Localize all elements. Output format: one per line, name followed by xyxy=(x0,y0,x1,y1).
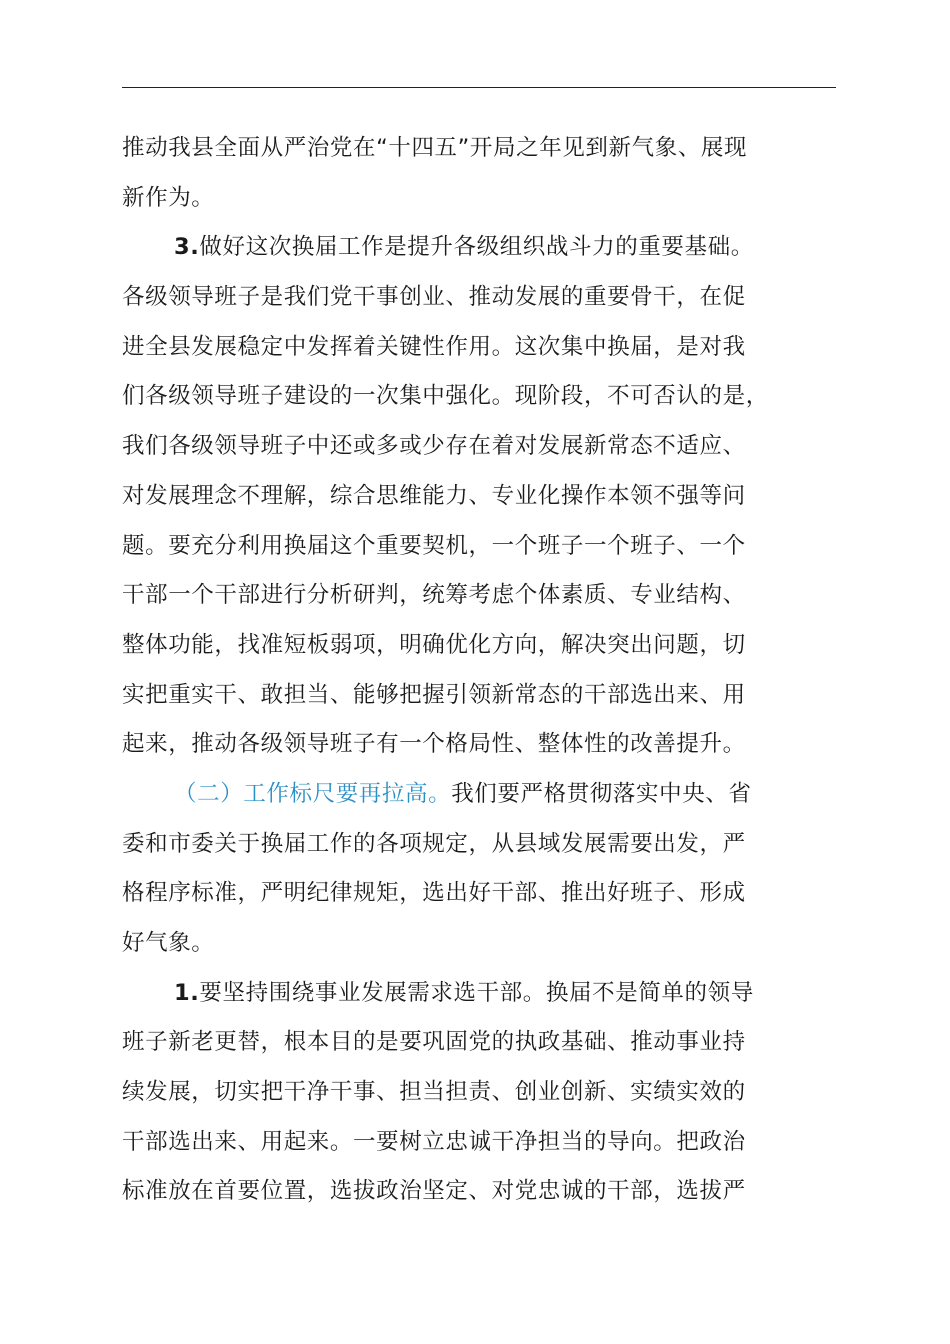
item-1-title: 要坚持围绕事业发展需求选干部。换届不是简单的领导 xyxy=(199,979,754,1006)
text-line: 续发展，切实把干净干事、担当担责、创业创新、实绩实效的 xyxy=(122,1079,746,1106)
text-line: 推动我县全面从严治党在“十四五”开局之年见到新气象、展现 xyxy=(122,135,748,161)
text-line: 干部选出来、用起来。一要树立忠诚干净担当的导向。把政治 xyxy=(122,1128,746,1155)
item-3-title: 做好这次换届工作是提升各级组织战斗力的重要基础。 xyxy=(199,234,754,261)
section-2-heading: （二）工作标尺要再拉高。 xyxy=(174,780,452,807)
text-line: 实把重实干、敢担当、能够把握引领新常态的干部选出来、用 xyxy=(122,681,746,708)
document-body xyxy=(122,124,842,1217)
text-line: 各级领导班子是我们党干事创业、推动发展的重要骨干，在促 xyxy=(122,284,746,311)
item-1-number: 1. xyxy=(174,979,200,1006)
item-3-number: 3. xyxy=(174,234,200,261)
text-line: 干部一个干部进行分析研判，统筹考虑个体素质、专业结构、 xyxy=(122,582,746,609)
text-line: 我们各级领导班子中还或多或少存在着对发展新常态不适应、 xyxy=(122,433,746,460)
item-1-first-line xyxy=(122,969,842,1019)
text-line: 题。要充分利用换届这个重要契机，一个班子一个班子、一个 xyxy=(122,532,746,559)
text-line: 标准放在首要位置，选拔政治坚定、对党忠诚的干部，选拔严 xyxy=(122,1178,746,1205)
text-line: 新作为。 xyxy=(122,184,215,211)
text-line: 好气象。 xyxy=(122,930,215,956)
text-line: 格程序标准，严明纪律规矩，选出好干部、推出好班子、形成 xyxy=(122,880,746,907)
section-2-text: 我们要严格贯彻落实中央、省 xyxy=(451,780,752,807)
text-line: 委和市委关于换届工作的各项规定，从县域发展需要出发，严 xyxy=(122,830,746,857)
text-line: 整体功能，找准短板弱项，明确优化方向，解决突出问题，切 xyxy=(122,631,746,658)
header-rule xyxy=(122,87,836,88)
section-2-first-line xyxy=(122,770,842,820)
text-line: 对发展理念不理解，综合思维能力、专业化操作本领不强等问 xyxy=(122,482,746,509)
text-line: 进全县发展稳定中发挥着关键性作用。这次集中换届，是对我 xyxy=(122,333,746,360)
text-line: 们各级领导班子建设的一次集中强化。现阶段，不可否认的是， xyxy=(122,383,769,410)
text-line: 班子新老更替，根本目的是要巩固党的执政基础、推动事业持 xyxy=(122,1029,746,1056)
text-line: 起来，推动各级领导班子有一个格局性、整体性的改善提升。 xyxy=(122,731,746,758)
item-3-first-line xyxy=(122,223,842,273)
